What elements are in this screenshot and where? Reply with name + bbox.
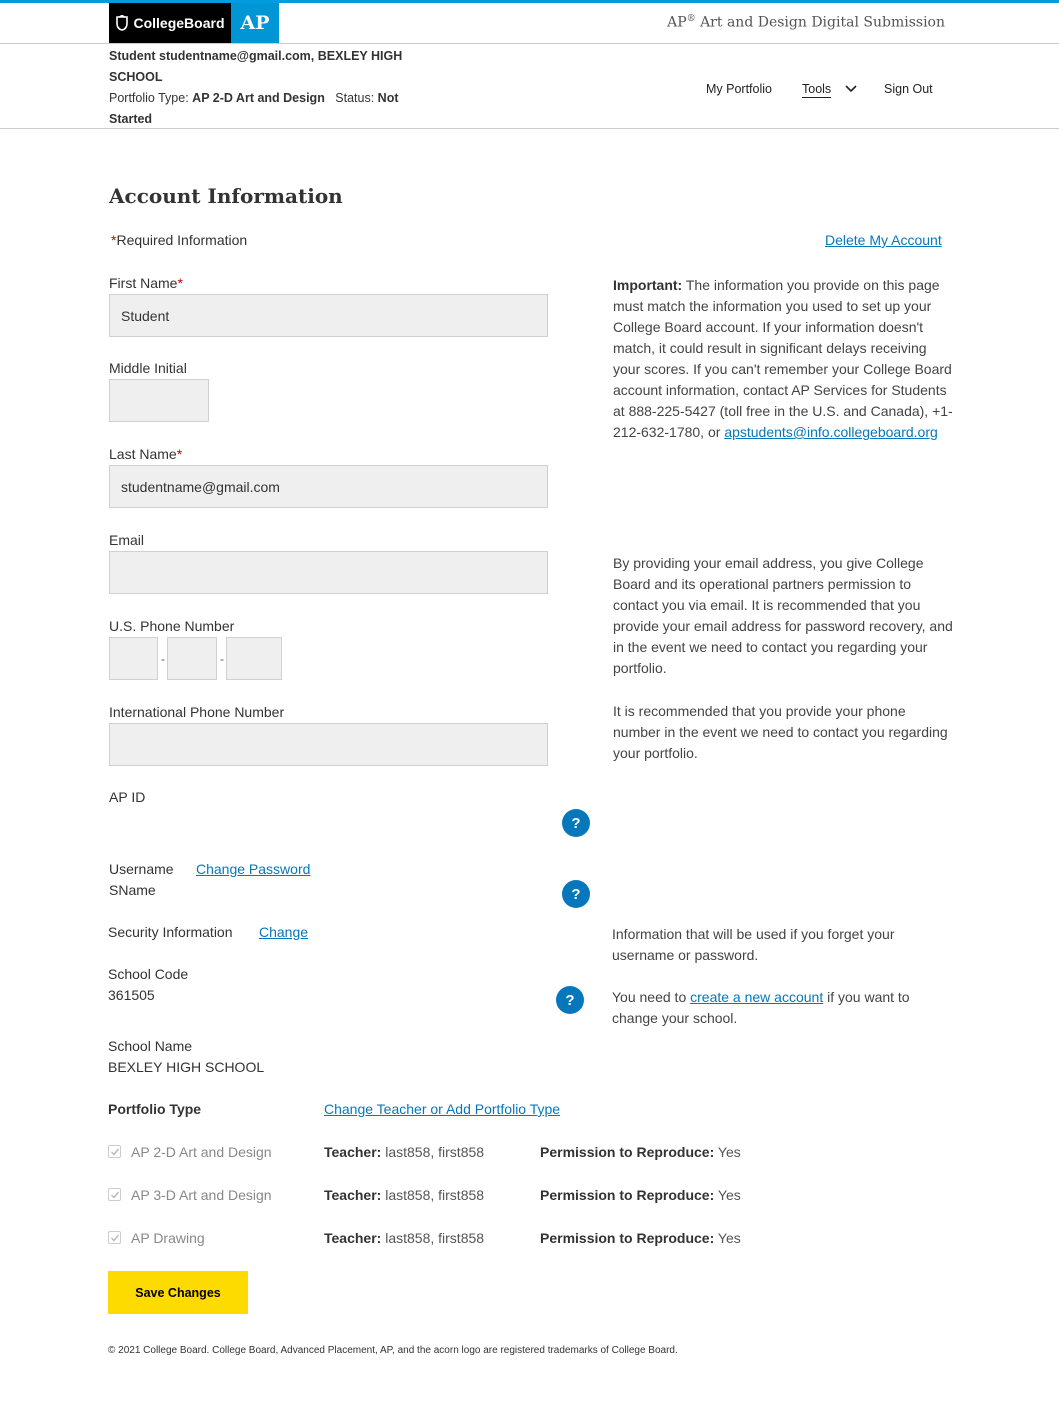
username-label: Username bbox=[109, 861, 174, 877]
portfolio-type-label: Portfolio Type: bbox=[109, 91, 189, 105]
us-phone-line-input[interactable] bbox=[226, 637, 282, 680]
site-title-pre: AP bbox=[667, 14, 687, 31]
security-note: Information that will be used if you forget your username or password. bbox=[612, 926, 895, 963]
teacher-info bbox=[324, 1187, 484, 1203]
permission-value: Yes bbox=[714, 1144, 741, 1160]
school-name-value: BEXLEY HIGH SCHOOL bbox=[108, 1059, 265, 1075]
site-title-post: Art and Design Digital Submission bbox=[695, 14, 945, 31]
teacher-label: Teacher: bbox=[324, 1187, 382, 1203]
save-changes-button[interactable]: Save Changes bbox=[108, 1271, 248, 1314]
teacher-info bbox=[324, 1230, 484, 1246]
checkmark-icon bbox=[110, 1147, 120, 1157]
delete-account-link[interactable]: Delete My Account bbox=[825, 232, 942, 248]
status-value: Not Started bbox=[109, 91, 399, 126]
teacher-value: last858, first858 bbox=[381, 1230, 485, 1246]
us-phone-label: U.S. Phone Number bbox=[109, 618, 235, 634]
permission-value: Yes bbox=[714, 1230, 741, 1246]
intl-phone-label: International Phone Number bbox=[109, 704, 285, 720]
email-note: By providing your email address, you give College Board and its operational partners permission to contact you via email. It is recommended that you provide your email address for password recovery, and in the event we need to contact you regarding your portfolio. bbox=[613, 555, 953, 676]
required-info-note bbox=[111, 232, 247, 248]
email-label: Email bbox=[109, 532, 145, 548]
nav-tools[interactable]: Tools bbox=[802, 82, 832, 96]
username-value: SName bbox=[109, 882, 156, 898]
checkmark-icon bbox=[110, 1233, 120, 1243]
header-divider bbox=[0, 43, 1059, 44]
first-name-input[interactable] bbox=[109, 294, 548, 337]
middle-initial-input[interactable] bbox=[109, 379, 209, 422]
acorn-icon bbox=[115, 15, 129, 31]
us-phone-prefix-input[interactable] bbox=[167, 637, 217, 680]
permission-label: Permission to Reproduce: bbox=[540, 1187, 715, 1203]
last-name-label bbox=[109, 446, 182, 462]
change-password-link[interactable]: Change Password bbox=[196, 861, 311, 877]
permission-label: Permission to Reproduce: bbox=[540, 1230, 715, 1246]
required-star: * bbox=[177, 275, 183, 291]
permission-value: Yes bbox=[714, 1187, 741, 1203]
portfolio-name: AP 3-D Art and Design bbox=[131, 1187, 272, 1203]
permission-info bbox=[540, 1187, 741, 1203]
phone-dash: - bbox=[220, 652, 224, 666]
school-code-label: School Code bbox=[108, 966, 189, 982]
school-note-post: if you want to change your school. bbox=[612, 989, 910, 1026]
last-name-input[interactable] bbox=[109, 465, 548, 508]
chevron-down-icon[interactable] bbox=[845, 84, 857, 94]
school-code-value: 361505 bbox=[108, 987, 155, 1003]
nav-sign-out[interactable]: Sign Out bbox=[884, 82, 933, 96]
registered-mark: ® bbox=[686, 14, 696, 24]
checkmark-icon bbox=[110, 1190, 120, 1200]
logo-text: CollegeBoard bbox=[133, 15, 225, 31]
first-name-label bbox=[109, 275, 183, 291]
phone-note: It is recommended that you provide your phone number in the event we need to contact you regarding your portfolio. bbox=[613, 703, 948, 761]
portfolio-checkbox[interactable] bbox=[108, 1145, 121, 1158]
student-info bbox=[109, 46, 419, 130]
teacher-value: last858, first858 bbox=[381, 1144, 485, 1160]
ap-logo: AP bbox=[231, 3, 279, 43]
portfolio-type-label: Portfolio Type bbox=[108, 1101, 202, 1117]
footer-copyright: © 2021 College Board. College Board, Advanced Placement, AP, and the acorn logo are registered trademarks of College Board. bbox=[108, 1345, 678, 1356]
intl-phone-input[interactable] bbox=[109, 723, 548, 766]
teacher-label: Teacher: bbox=[324, 1144, 382, 1160]
portfolio-name: AP Drawing bbox=[131, 1230, 205, 1246]
college-board-logo[interactable] bbox=[109, 3, 279, 43]
site-title bbox=[667, 14, 945, 31]
email-input[interactable] bbox=[109, 551, 548, 594]
permission-label: Permission to Reproduce: bbox=[540, 1144, 715, 1160]
school-name-label: School Name bbox=[108, 1038, 193, 1054]
school-note-pre: You need to bbox=[612, 989, 691, 1005]
middle-initial-label: Middle Initial bbox=[109, 360, 187, 376]
required-star: * bbox=[176, 446, 183, 462]
portfolio-type-value: AP 2-D Art and Design bbox=[192, 91, 325, 105]
school-note bbox=[612, 987, 952, 1029]
nav-divider bbox=[0, 128, 1059, 129]
status-label: Status: bbox=[335, 91, 375, 105]
portfolio-checkbox[interactable] bbox=[108, 1231, 121, 1244]
help-icon[interactable]: ? bbox=[562, 880, 590, 908]
important-label: Important: bbox=[613, 277, 683, 293]
required-text: Required Information bbox=[116, 232, 248, 248]
help-icon[interactable]: ? bbox=[556, 986, 584, 1014]
teacher-label: Teacher: bbox=[324, 1230, 382, 1246]
important-text: The information you provide on this page must match the information you used to set up your College Board account. If your information doesn't match, it could result in significant delays receiving your scores. If you can't remember your College Board account information, contact AP Services for Students at 888-225-5427 (toll free in the U.S. and Canada), +1-212-632-1780, or bbox=[613, 277, 953, 440]
student-name-school: Student studentname@gmail.com, BEXLEY HIGH SCHOOL bbox=[109, 49, 403, 84]
last-name-label-text: Last Name bbox=[109, 446, 177, 462]
permission-info bbox=[540, 1144, 741, 1160]
first-name-label-text: First Name bbox=[109, 275, 178, 291]
help-icon[interactable]: ? bbox=[562, 809, 590, 837]
create-account-link[interactable]: create a new account bbox=[690, 989, 824, 1005]
teacher-info bbox=[324, 1144, 484, 1160]
permission-info bbox=[540, 1230, 741, 1246]
required-star: * bbox=[111, 232, 117, 248]
page-title: Account Information bbox=[109, 184, 343, 208]
ap-students-email-link[interactable]: apstudents@info.collegeboard.org bbox=[724, 424, 938, 440]
us-phone-area-input[interactable] bbox=[109, 637, 158, 680]
security-info-label: Security Information bbox=[108, 924, 233, 940]
teacher-value: last858, first858 bbox=[381, 1187, 485, 1203]
cb-logo-box bbox=[109, 3, 231, 43]
nav-my-portfolio[interactable]: My Portfolio bbox=[706, 82, 772, 96]
portfolio-name: AP 2-D Art and Design bbox=[131, 1144, 272, 1160]
important-note bbox=[613, 275, 953, 443]
portfolio-checkbox[interactable] bbox=[108, 1188, 121, 1201]
ap-id-label: AP ID bbox=[109, 789, 146, 805]
security-change-link[interactable]: Change bbox=[259, 924, 309, 940]
phone-dash: - bbox=[161, 652, 165, 666]
change-teacher-link[interactable]: Change Teacher or Add Portfolio Type bbox=[324, 1101, 561, 1117]
